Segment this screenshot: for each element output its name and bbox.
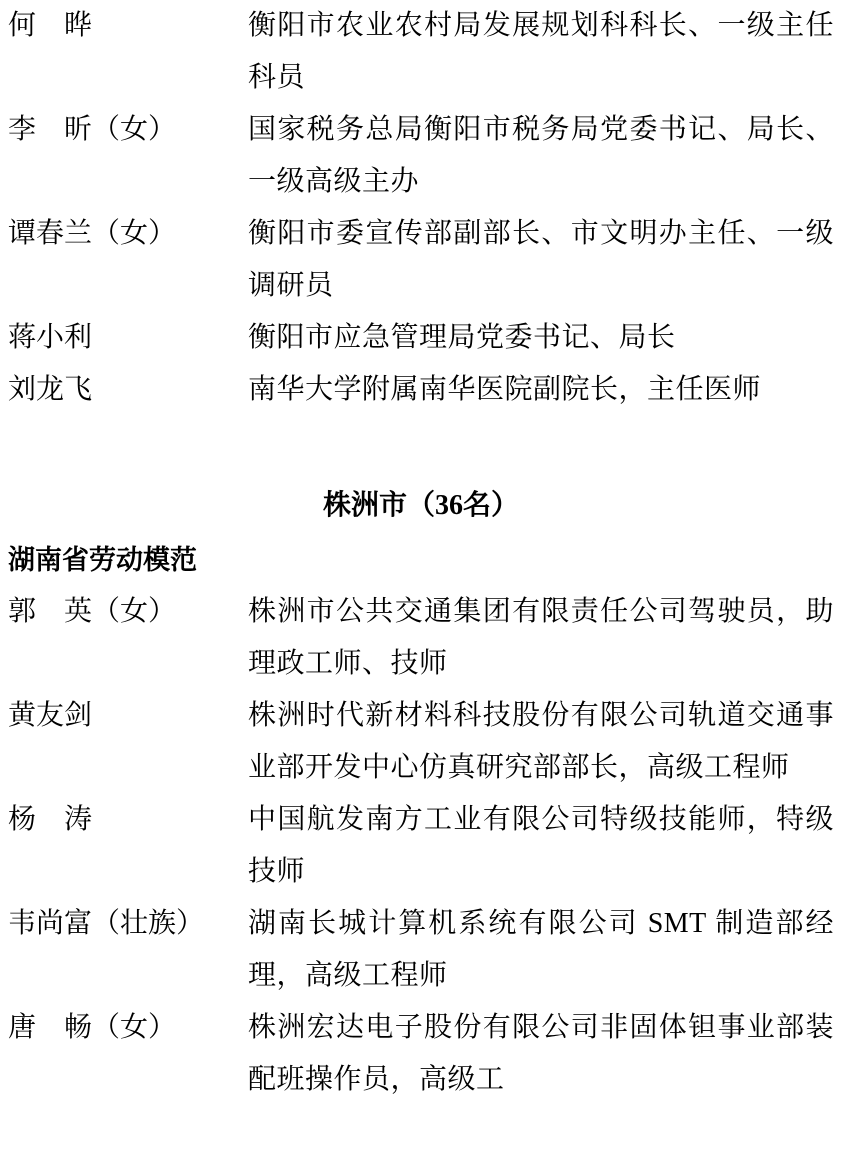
section-title: 株洲市（36名） <box>322 490 519 521</box>
entry-name: 郭 英（女） <box>8 596 177 627</box>
entry-name: 李 昕（女） <box>8 114 177 145</box>
entry-name: 黄友剑 <box>8 700 93 731</box>
entry-description: 南华大学附属南华医院副院长，主任医师 <box>248 374 762 405</box>
entry-description: 株洲时代新材料科技股份有限公司轨道交通事业部开发中心仿真研究部部长，高级工程师 <box>248 700 834 783</box>
entry-name: 何 晔 <box>8 10 93 41</box>
list-item <box>8 690 834 794</box>
entry-description: 中国航发南方工业有限公司特级技能师，特级技师 <box>248 804 834 887</box>
entry-description: 湖南长城计算机系统有限公司 SMT 制造部经理，高级工程师 <box>248 908 834 991</box>
entry-name: 韦尚富（壮族） <box>8 908 205 939</box>
entry-name: 刘龙飞 <box>8 374 93 405</box>
entry-description: 衡阳市委宣传部副部长、市文明办主任、一级调研员 <box>248 218 834 301</box>
list-item <box>8 794 834 898</box>
section-spacer <box>8 416 834 446</box>
list-item <box>8 364 834 416</box>
entry-list-top <box>8 0 834 416</box>
entry-description: 株洲市公共交通集团有限责任公司驾驶员，助理政工师、技师 <box>248 596 834 679</box>
list-item <box>8 1002 834 1106</box>
entry-list-bottom <box>8 586 834 1106</box>
entry-description: 衡阳市农业农村局发展规划科科长、一级主任科员 <box>248 10 834 93</box>
entry-name: 谭春兰（女） <box>8 218 177 249</box>
list-item <box>8 586 834 690</box>
list-item <box>8 0 834 104</box>
list-item <box>8 898 834 1002</box>
subsection-title: 湖南省劳动模范 <box>8 545 197 575</box>
entry-description: 株洲宏达电子股份有限公司非固体钽事业部装配班操作员，高级工 <box>248 1012 834 1095</box>
entry-name: 唐 畅（女） <box>8 1012 177 1043</box>
entry-name: 杨 涛 <box>8 804 93 835</box>
entry-description: 衡阳市应急管理局党委书记、局长 <box>248 322 676 353</box>
entry-description: 国家税务总局衡阳市税务局党委书记、局长、一级高级主办 <box>248 114 834 197</box>
list-item <box>8 208 834 312</box>
list-item <box>8 104 834 208</box>
list-item <box>8 312 834 364</box>
entry-name: 蒋小利 <box>8 322 93 353</box>
